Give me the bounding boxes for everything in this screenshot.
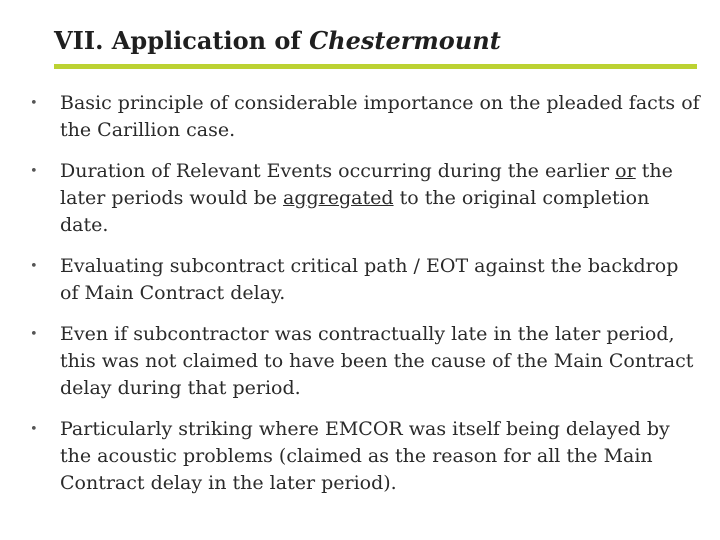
bullet-item-3 xyxy=(30,253,702,307)
slide-title-italic: Chestermount xyxy=(309,26,501,55)
bullet-text-4: Even if subcontractor was contractually late in the later period, this was not claimed to have been the cause of the Main Contract delay during that period. xyxy=(60,323,694,399)
bullet-text-1: Basic principle of considerable importance on the pleaded facts of the Carillion case. xyxy=(60,92,700,141)
bullet-icon: • xyxy=(30,96,38,111)
bullet-item-4 xyxy=(30,321,702,402)
bullet-icon: • xyxy=(30,422,38,437)
bullet-text-2c: to the original completion date. xyxy=(60,187,650,236)
slide-title-prefix: VII. Application of xyxy=(54,26,310,55)
bullet-text-2b: the later periods would be xyxy=(60,160,673,209)
bullet-text-2a: Duration of Relevant Events occurring during the earlier xyxy=(60,160,616,182)
title-underline-rule xyxy=(54,64,697,69)
bullet-icon: • xyxy=(30,327,38,342)
underlined-word-aggregated: aggregated xyxy=(283,187,394,209)
bullet-item-5 xyxy=(30,416,702,497)
bullet-icon: • xyxy=(30,259,38,274)
bullet-item-2 xyxy=(30,158,702,239)
bullet-item-1 xyxy=(30,90,702,144)
bullet-text-5: Particularly striking where EMCOR was itself being delayed by the acoustic problems (claimed as the reason for all the Main Contract delay in the later period). xyxy=(60,418,670,494)
underlined-word-or: or xyxy=(615,160,636,182)
bullet-list xyxy=(30,90,702,511)
bullet-text-3: Evaluating subcontract critical path / EOT against the backdrop of Main Contract delay. xyxy=(60,255,679,304)
slide-title xyxy=(54,26,501,55)
bullet-icon: • xyxy=(30,164,38,179)
